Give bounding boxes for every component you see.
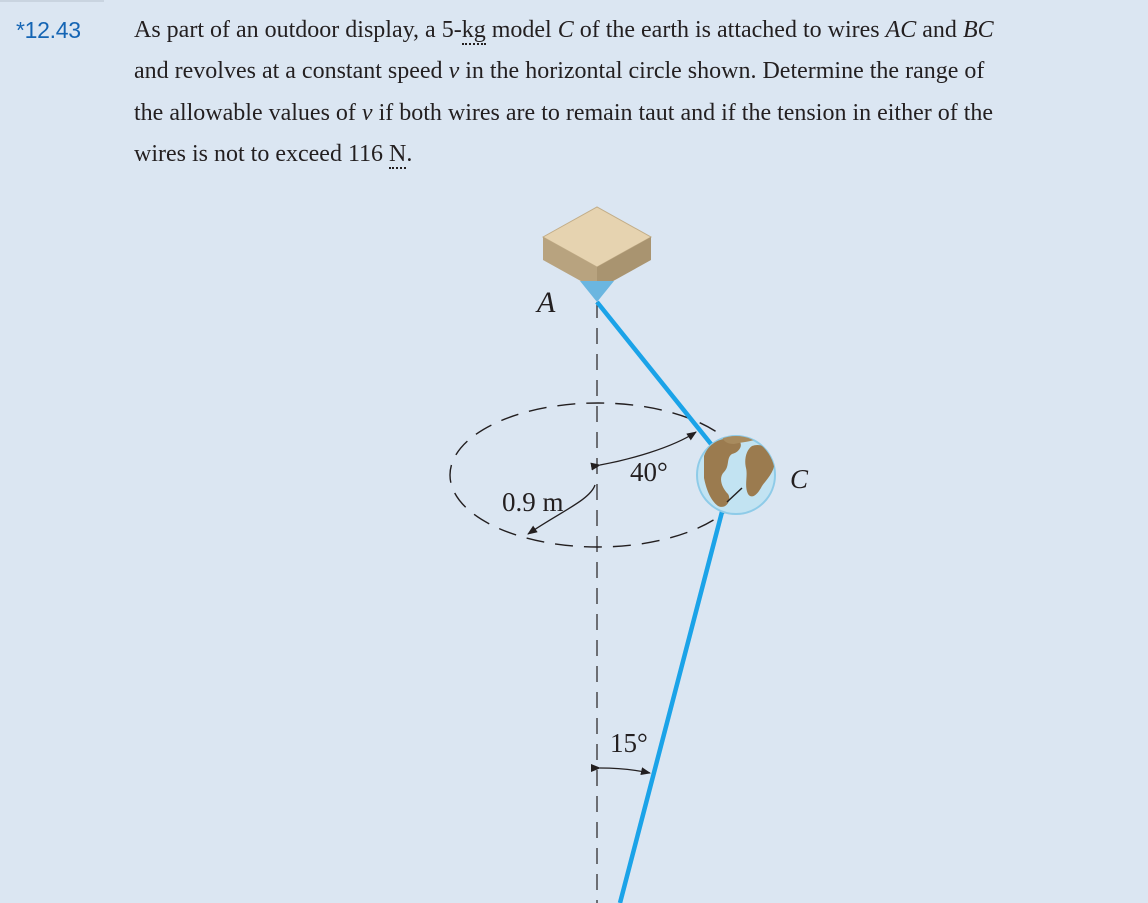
wire-ac <box>597 302 711 444</box>
label-radius: 0.9 m <box>502 487 564 517</box>
support-attachment <box>580 281 614 302</box>
label-point-a: A <box>537 286 556 319</box>
ceiling-support <box>543 207 651 302</box>
earth-model-globe <box>697 433 775 514</box>
wire-bc <box>620 508 723 903</box>
problem-line-1: As part of an outdoor display, a 5-kg model C of the earth is attached to wires AC and BC <box>134 17 994 43</box>
label-angle-bc: 15° <box>610 728 648 758</box>
unit-newton: N <box>389 140 407 167</box>
label-point-c: C <box>790 464 809 494</box>
unit-kg: kg <box>461 17 486 43</box>
problem-number: *12.43 <box>16 17 81 43</box>
problem-line-4: wires is not to exceed 116 N. <box>134 140 413 167</box>
angle-bc-arc <box>600 768 650 773</box>
problem-line-3: the allowable values of v if both wires are to remain taut and if the tension in either of the <box>134 99 994 126</box>
label-angle-ac: 40° <box>630 457 668 487</box>
problem-line-2: and revolves at a constant speed v in the horizontal circle shown. Determine the range of <box>134 58 985 85</box>
